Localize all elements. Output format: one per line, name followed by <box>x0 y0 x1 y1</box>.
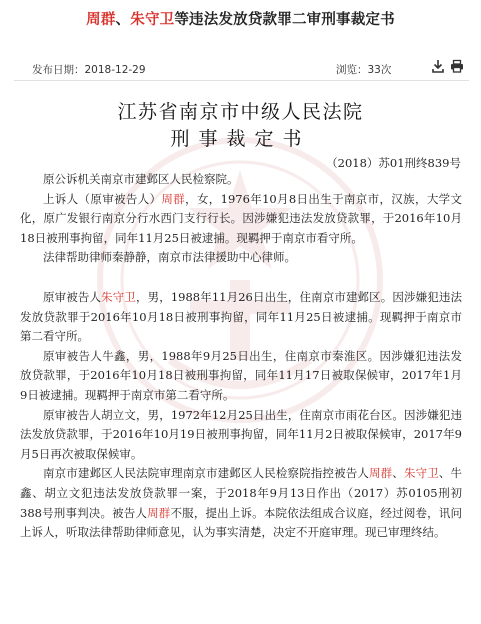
defendant-zhu-intro: 原审被告人 <box>43 289 102 304</box>
publish-date-value: 2018-12-29 <box>84 64 146 76</box>
defendant-zhu-details: ，男，1988年11月26日出生，住南京市建邺区。因涉嫌犯违法发放贷款罪于2016年10月18日被刑事拘留，同年11月25日被逮捕。现羁押于南京市第二看守所。 <box>20 289 463 344</box>
print-icon[interactable] <box>450 59 464 73</box>
procedure-part-2: 、牛鑫、胡立文犯违法发放贷款罪一案，于2018年9月13日作出（2017）苏0105刑初388号刑事判决。被告人 <box>20 466 463 520</box>
title-defendant-1[interactable]: 周群 <box>86 12 116 28</box>
action-icons <box>431 59 466 76</box>
view-count <box>336 62 391 77</box>
paragraph-defendant-zhu <box>20 288 462 347</box>
procedure-name-zhou-link[interactable]: 周群 <box>369 466 393 481</box>
paragraph-prosecutor: 原公诉机关南京市建邺区人民检察院。 <box>43 172 239 186</box>
paragraph-legal-aid: 法律帮助律师秦静静，南京市法律援助中心律师。 <box>43 250 296 265</box>
paragraph-defendant-hu: 原审被告人胡立文，男，1972年12月25日出生，住南京市雨花台区。因涉嫌犯违法发放贷款罪，于2016年10月19日被刑事拘留，同年11月2日被取保候审，2017年9月5日再次被取保候审。 <box>20 407 462 461</box>
procedure-part-3: 不服，提出上诉。本院依法组成合议庭，经过阅卷，讯问上诉人，听取法律帮助律师意见，认为事实清楚，决定不开庭审理。现已审理终结。 <box>20 505 463 540</box>
view-count-label: 浏览： <box>336 64 368 76</box>
appellant-name-link[interactable]: 周群 <box>161 191 186 206</box>
download-icon[interactable] <box>431 59 445 73</box>
court-name: 江苏省南京市中级人民法院 <box>117 101 364 123</box>
document-type: 刑事裁定书 <box>170 128 311 150</box>
procedure-name-zhou-link-2[interactable]: 周群 <box>147 505 171 520</box>
paragraph-procedure <box>20 464 462 542</box>
defendant-zhu-name-link[interactable]: 朱守卫 <box>101 289 136 304</box>
procedure-name-zhu-link[interactable]: 朱守卫 <box>403 466 439 481</box>
procedure-part-1: 南京市建邺区人民法院审理南京市建邺区人民检察院指控被告人 <box>43 466 369 481</box>
paragraph-appellant <box>20 190 462 249</box>
appellant-intro: 上诉人（原审被告人） <box>43 191 162 206</box>
title-rest: 等违法发放贷款罪二审刑事裁定书 <box>174 12 395 28</box>
case-number: （2018）苏01刑终839号 <box>326 156 461 170</box>
title-separator: 、 <box>115 12 131 28</box>
publish-date <box>32 62 146 77</box>
page-title <box>0 8 481 29</box>
view-count-value: 33次 <box>367 64 392 76</box>
appellant-details: ，女，1976年10月8日出生于南京市，汉族，大学文化，原广发银行南京分行水西门支行行长。因涉嫌犯违法发放贷款罪，于2016年10月18日被刑事拘留，同年11月25日被逮捕。现羁押于南京市看守所。 <box>20 191 463 245</box>
procedure-separator: 、 <box>392 466 404 481</box>
publish-date-label: 发布日期： <box>32 64 85 76</box>
judgment-body <box>20 170 462 543</box>
title-defendant-2[interactable]: 朱守卫 <box>130 12 175 28</box>
paragraph-defendant-niu: 原审被告人牛鑫，男，1988年9月25日出生，住南京市秦淮区。因涉嫌犯违法发放贷款罪，于2016年10月18日被刑事拘留，同年11月17日被取保候审，2017年1月9日被逮捕。现羁押于南京市第二看守所。 <box>20 348 462 402</box>
meta-bar <box>14 56 469 81</box>
